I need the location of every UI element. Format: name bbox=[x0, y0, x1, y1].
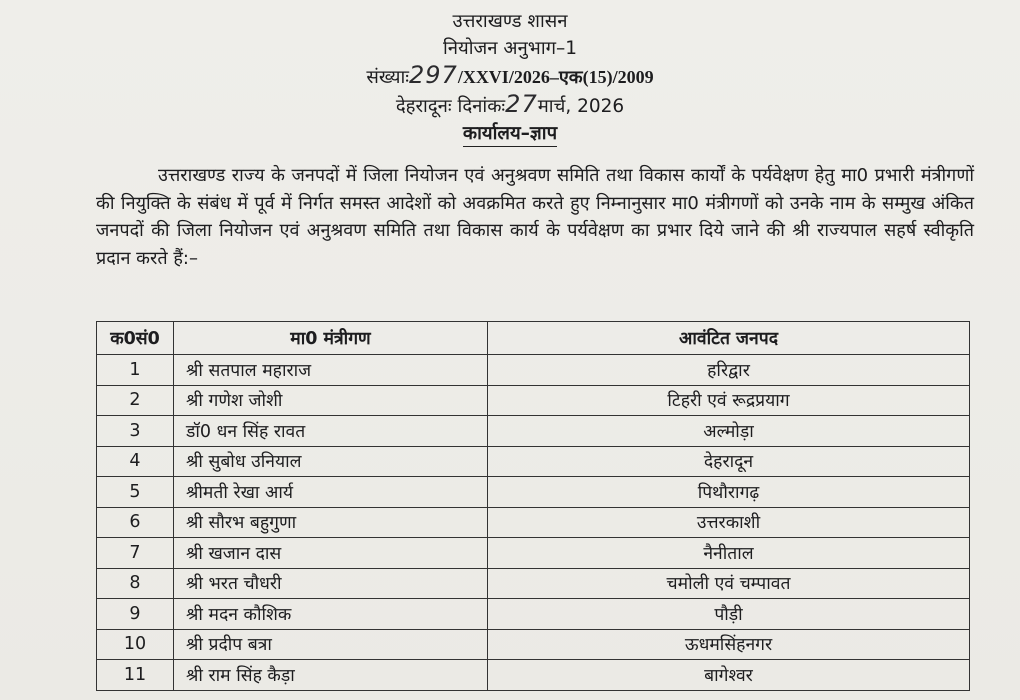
table-row bbox=[97, 446, 970, 477]
district-cell: बागेश्वर bbox=[488, 660, 970, 691]
table-row bbox=[97, 629, 970, 660]
district-cell: अल्मोड़ा bbox=[488, 416, 970, 447]
minister-cell: श्री खजान दास bbox=[174, 538, 488, 569]
department-title: नियोजन अनुभाग–1 bbox=[442, 38, 578, 59]
serial-cell: 5 bbox=[97, 477, 174, 508]
table-row bbox=[97, 599, 970, 630]
serial-cell: 9 bbox=[97, 599, 174, 630]
date-label: देहरादूनः दिनांकः bbox=[395, 96, 506, 117]
table-row bbox=[97, 385, 970, 416]
minister-cell: श्री सौरभ बहुगुणा bbox=[174, 507, 488, 538]
table-row bbox=[97, 477, 970, 508]
document-header bbox=[0, 0, 1020, 147]
district-cell: पौड़ी bbox=[488, 599, 970, 630]
header-district: आवंटित जनपद bbox=[488, 322, 970, 355]
minister-cell: श्री गणेश जोशी bbox=[174, 385, 488, 416]
district-cell: देहरादून bbox=[488, 446, 970, 477]
number-label: संख्याः bbox=[366, 67, 409, 88]
minister-cell: श्री सुबोध उनियाल bbox=[174, 446, 488, 477]
district-cell: उत्तरकाशी bbox=[488, 507, 970, 538]
minister-cell: श्री मदन कौशिक bbox=[174, 599, 488, 630]
handwritten-date: 27 bbox=[505, 90, 538, 118]
serial-cell: 4 bbox=[97, 446, 174, 477]
table-row bbox=[97, 507, 970, 538]
serial-cell: 6 bbox=[97, 507, 174, 538]
minister-cell: श्री राम सिंह कैड़ा bbox=[174, 660, 488, 691]
minister-cell: श्री भरत चौधरी bbox=[174, 568, 488, 599]
reference-number bbox=[0, 62, 1020, 91]
district-cell: टिहरी एवं रूद्रप्रयाग bbox=[488, 385, 970, 416]
header-serial: क0सं0 bbox=[97, 322, 174, 355]
table-header-row bbox=[97, 322, 970, 355]
district-cell: चमोली एवं चम्पावत bbox=[488, 568, 970, 599]
minister-cell: श्री सतपाल महाराज bbox=[174, 355, 488, 386]
serial-cell: 7 bbox=[97, 538, 174, 569]
table-row bbox=[97, 355, 970, 386]
number-rest: /XXVI/2026–एक(15)/2009 bbox=[457, 67, 654, 87]
minister-cell: डॉ0 धन सिंह रावत bbox=[174, 416, 488, 447]
serial-cell: 3 bbox=[97, 416, 174, 447]
allocation-table bbox=[96, 321, 970, 691]
serial-cell: 8 bbox=[97, 568, 174, 599]
table-row bbox=[97, 568, 970, 599]
header-minister: मा0 मंत्रीगण bbox=[174, 322, 488, 355]
district-cell: नैनीताल bbox=[488, 538, 970, 569]
serial-cell: 1 bbox=[97, 355, 174, 386]
minister-cell: श्रीमती रेखा आर्य bbox=[174, 477, 488, 508]
table-row bbox=[97, 416, 970, 447]
handwritten-number: 297 bbox=[409, 61, 458, 89]
date-rest: मार्च, 2026 bbox=[537, 96, 625, 117]
district-cell: पिथौरागढ़ bbox=[488, 477, 970, 508]
table-row bbox=[97, 660, 970, 691]
body-paragraph: उत्तराखण्ड राज्य के जनपदों में जिला नियोजन एवं अनुश्रवण समिति तथा विकास कार्यों के पर्यवेक्षण हेतु मा0 प्रभारी मंत्रीगणों की नियुक्ति के संबंध में पूर्व में निर्गत समस्त आदेशों को अवक्रमित करते हुए निम्नानुसार मा0 मंत्रीगणों को उनके नाम के सम्मुख अंकित जनपदों की जिला नियोजन एवं अनुश्रवण समिति तथा विकास कार्य के पर्यवेक्षण का प्रभार दिये जाने की श्री राज्यपाल सहर्ष स्वीकृति प्रदान करते हैं:– bbox=[96, 165, 974, 269]
district-cell: हरिद्वार bbox=[488, 355, 970, 386]
date-line bbox=[0, 91, 1020, 120]
government-title: उत्तराखण्ड शासन bbox=[452, 11, 568, 32]
serial-cell: 11 bbox=[97, 660, 174, 691]
district-cell: ऊधमसिंहनगर bbox=[488, 629, 970, 660]
serial-cell: 10 bbox=[97, 629, 174, 660]
table-row bbox=[97, 538, 970, 569]
subject-heading: कार्यालय–ज्ञाप bbox=[463, 122, 557, 147]
serial-cell: 2 bbox=[97, 385, 174, 416]
minister-cell: श्री प्रदीप बत्रा bbox=[174, 629, 488, 660]
